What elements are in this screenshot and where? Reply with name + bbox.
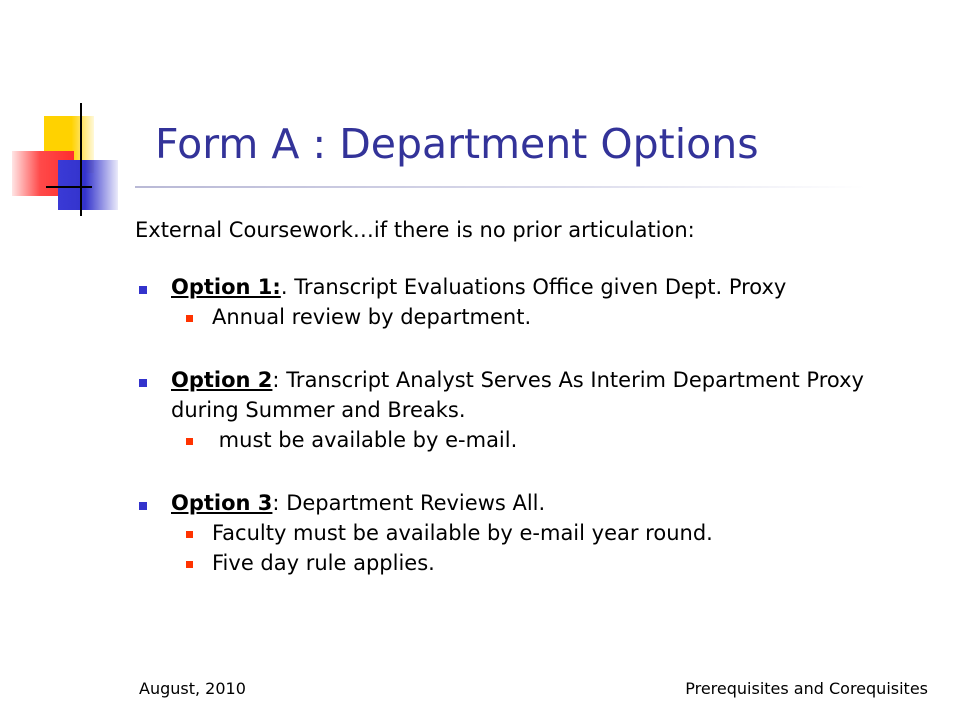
square-bullet-icon xyxy=(139,286,147,294)
sub-item xyxy=(135,518,895,548)
blue-block xyxy=(58,160,118,210)
footer-title: Prerequisites and Corequisites xyxy=(685,679,928,698)
decorative-blocks-graphic xyxy=(0,0,140,230)
option-separator: : xyxy=(272,491,287,515)
option-separator: . xyxy=(280,275,295,299)
sub-item-text: Faculty must be available by e-mail year round. xyxy=(212,521,713,545)
sub-item-text: Five day rule applies. xyxy=(212,551,435,575)
option-text: Transcript Evaluations Office given Dept. Proxy xyxy=(294,275,787,299)
slide-body xyxy=(135,218,895,578)
square-bullet-icon xyxy=(186,531,193,538)
sub-item-text: Annual review by department. xyxy=(212,305,532,329)
sub-item xyxy=(135,302,895,332)
sub-item-text: must be available by e-mail. xyxy=(212,428,518,452)
vertical-rule xyxy=(80,103,82,216)
title-underline xyxy=(135,186,865,188)
intro-text: External Coursework…if there is no prior articulation: xyxy=(135,218,695,242)
horizontal-rule xyxy=(46,186,92,188)
option-label: Option 2 xyxy=(171,368,273,392)
option-separator: : xyxy=(272,368,287,392)
option-item xyxy=(135,272,895,302)
option-item xyxy=(135,365,895,425)
option-text: Transcript Analyst Serves As Interim Department Proxy during Summer and Breaks. xyxy=(171,368,864,422)
square-bullet-icon xyxy=(186,561,193,568)
square-bullet-icon xyxy=(186,438,193,445)
option-label: Option 3 xyxy=(171,491,273,515)
sub-item xyxy=(135,548,895,578)
option-item xyxy=(135,488,895,518)
square-bullet-icon xyxy=(186,315,193,322)
sub-item xyxy=(135,425,895,455)
slide-title: Form A : Department Options xyxy=(155,120,759,168)
square-bullet-icon xyxy=(139,379,147,387)
option-label: Option 1: xyxy=(171,275,281,299)
square-bullet-icon xyxy=(139,502,147,510)
footer-date: August, 2010 xyxy=(139,679,246,698)
option-text: Department Reviews All. xyxy=(286,491,546,515)
